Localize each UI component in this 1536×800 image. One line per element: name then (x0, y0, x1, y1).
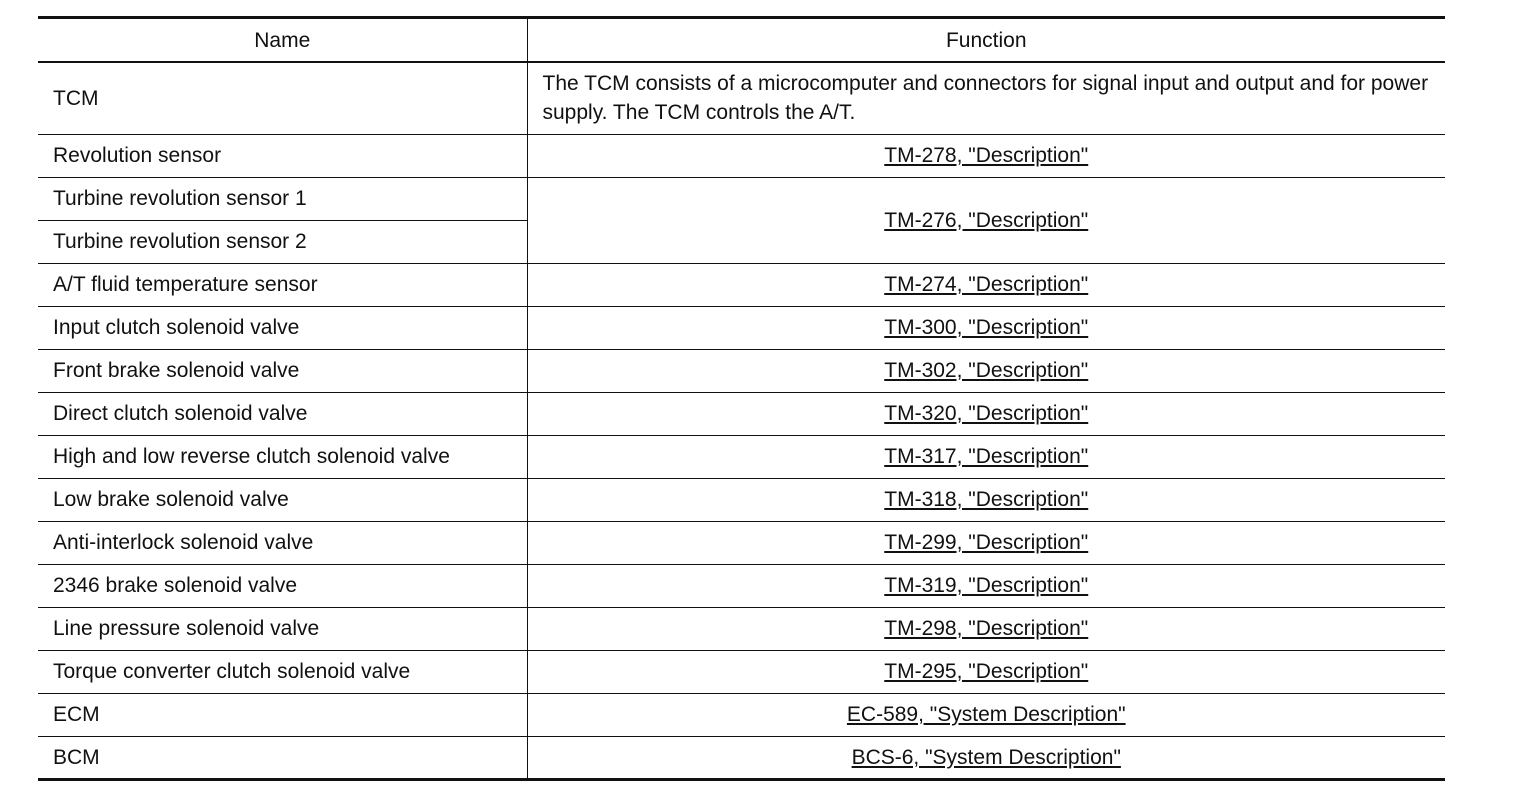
reference-link[interactable]: TM-299, "Description" (884, 531, 1089, 554)
row-name: Line pressure solenoid valve (38, 607, 527, 650)
row-name: Direct clutch solenoid valve (38, 392, 527, 435)
reference-link[interactable]: TM-274, "Description" (884, 273, 1089, 296)
row-function-text: The TCM consists of a microcomputer and connectors for signal input and output and for power supply. The TCM controls the A/T. (527, 62, 1445, 134)
table-row (38, 607, 1445, 650)
row-name: TCM (38, 62, 527, 134)
reference-link[interactable]: BCS-6, "System Description" (851, 745, 1121, 769)
reference-link[interactable]: EC-589, "System Description" (846, 703, 1126, 726)
table-row (38, 392, 1445, 435)
row-name: Input clutch solenoid valve (38, 306, 527, 349)
row-name: Anti-interlock solenoid valve (38, 521, 527, 564)
row-name: Turbine revolution sensor 2 (38, 220, 527, 263)
reference-link[interactable]: TM-276, "Description" (884, 208, 1089, 232)
row-name: 2346 brake solenoid valve (38, 564, 527, 607)
table-row (38, 564, 1445, 607)
reference-link[interactable]: TM-320, "Description" (884, 402, 1089, 425)
table-row (38, 435, 1445, 478)
row-name: Front brake solenoid valve (38, 349, 527, 392)
table-row (38, 478, 1445, 521)
table-row (38, 521, 1445, 564)
reference-link[interactable]: TM-319, "Description" (884, 574, 1089, 597)
table-row (38, 349, 1445, 392)
table-row (38, 693, 1445, 736)
row-name: BCM (38, 736, 527, 779)
reference-link[interactable]: TM-295, "Description" (884, 660, 1089, 683)
row-name: ECM (38, 693, 527, 736)
reference-link[interactable]: TM-302, "Description" (884, 359, 1089, 382)
column-header-name: Name (38, 18, 527, 63)
row-name: Turbine revolution sensor 1 (38, 177, 527, 220)
table-row (38, 177, 1445, 220)
table-row (38, 650, 1445, 693)
row-name: Low brake solenoid valve (38, 478, 527, 521)
table-row (38, 263, 1445, 306)
reference-link[interactable]: TM-278, "Description" (884, 144, 1089, 167)
column-header-function: Function (527, 18, 1445, 63)
table-row (38, 134, 1445, 177)
table-header-row (38, 18, 1445, 63)
component-function-table (38, 16, 1445, 781)
table-row (38, 306, 1445, 349)
row-name: Torque converter clutch solenoid valve (38, 650, 527, 693)
row-name: High and low reverse clutch solenoid valve (38, 435, 527, 478)
reference-link[interactable]: TM-317, "Description" (884, 445, 1089, 468)
reference-link[interactable]: TM-300, "Description" (884, 316, 1089, 339)
reference-link[interactable]: TM-298, "Description" (884, 617, 1089, 640)
table-row (38, 736, 1445, 779)
row-name: A/T fluid temperature sensor (38, 263, 527, 306)
reference-link[interactable]: TM-318, "Description" (884, 488, 1089, 511)
table-row-tcm (38, 62, 1445, 134)
row-name: Revolution sensor (38, 134, 527, 177)
